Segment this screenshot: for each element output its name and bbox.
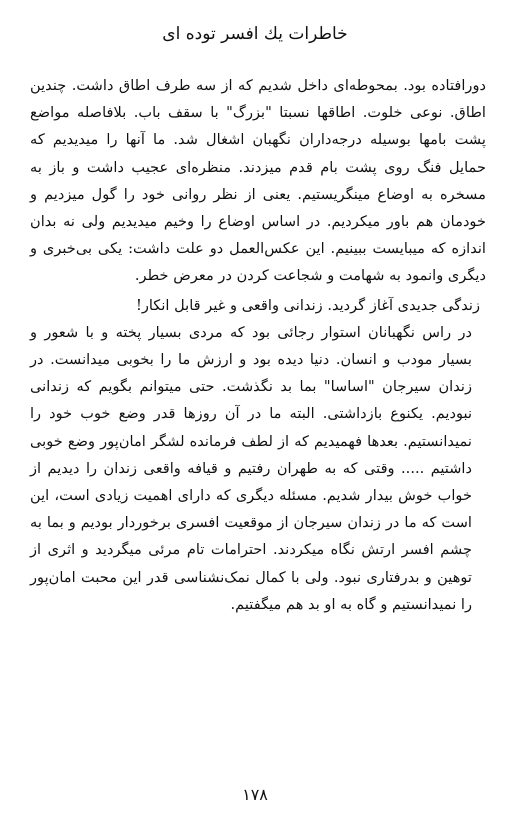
paragraph: دورافتاده بود. بمحوطه‌ای داخل شدیم که از سه طرف اطاق داشت. چندین اطاق. نوعی خلوت. اطاقها نسبتا "بزرگ" با سقف باب. بلافاصله مواضع پشت بامها بوسیله درجه‌داران نگهبان اشغال شد. ما آنها را میدیدیم که حمایل فنگ روی پشت بام قدم میزدند. منظره‌ای عجیب داشت و باز به مسخره به اوضاع مینگریستیم. یعنی از نظر روانی خود را گول میزدیم و خودمان هم باور میکردیم. در اساس اوضاع را وخیم میدیدیم ولی نه بدان اندازه که میبایست ببینیم. این عکس‌العمل دو علت داشت: یکی بی‌خبری و دیگری وانمود به شهامت و شجاعت کردن در معرض خطر. <box>30 77 486 285</box>
body-text <box>30 72 486 618</box>
running-header-title: خاطرات يك افسر توده اى <box>162 24 348 44</box>
paragraph: در راس نگهبانان استوار رجائی بود که مردی بسیار پخته و با شعور و بسیار مودب و انسان. دنیا دیده بود و ارزش ما را بخوبی میدانست. در زندان سیرجان "اساسا" بما بد نگذشت. حتی میتوانم بگویم که زندانی نبودیم. یکنوع بازداشتی. البته ما در آن روزها قدر وضع خوب خود را نمیدانستیم. بعدها فهمیدیم که از لطف فرمانده لشگر امان‌پور وضع خوبی داشتیم ..... وقتی که به طهران رفتیم و قیافه واقعی زندان را دیدیم از خواب خوش بیدار شدیم. مسئله دیگری که دارای اهمیت زیادی است، این است که ما در زندان سیرجان از موقعیت افسری برخوردار بودیم و بما به چشم افسر ارتش نگاه میکردند. احترامات تام مرئی میگردید و اثری از توهین و بدرفتاری نبود. ولی با کمال نمک‌نشناسی قدر این محبت امان‌پور را نمیدانستیم و گاه به او بد هم میگفتیم. <box>30 323 472 613</box>
page-number: ۱۷۸ <box>242 785 268 804</box>
paragraph-section-opening: زندگی جدیدی آغاز گردید. زندانی واقعی و غیر قابل انکار! <box>135 296 480 314</box>
